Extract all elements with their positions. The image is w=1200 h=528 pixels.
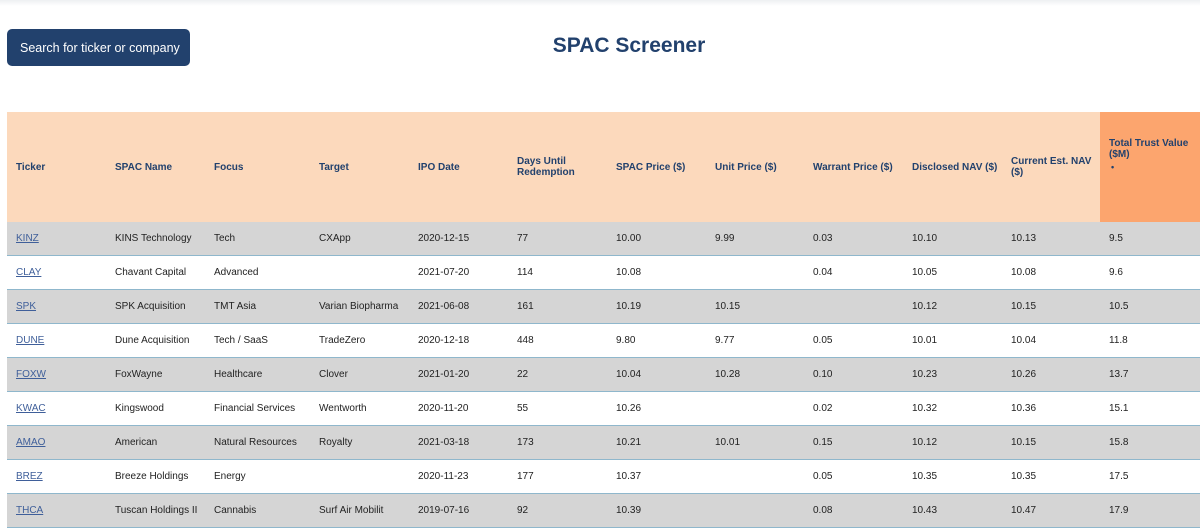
cell-ticker: [7, 494, 106, 528]
cell-ipo-date: 2021-07-20: [409, 256, 508, 290]
cell-disclosed-nav: 10.35: [903, 460, 1002, 494]
cell-unit-price: [706, 256, 804, 290]
ticker-link[interactable]: AMAO: [16, 437, 46, 448]
cell-spac-price: 10.37: [607, 460, 706, 494]
cell-ipo-date: 2020-11-23: [409, 460, 508, 494]
cell-ticker: [7, 392, 106, 426]
cell-total-trust-value: 9.5: [1100, 222, 1200, 256]
cell-ipo-date: 2021-01-20: [409, 358, 508, 392]
cell-ticker: [7, 290, 106, 324]
cell-unit-price: 10.01: [706, 426, 804, 460]
cell-target: [310, 256, 409, 290]
cell-focus: Financial Services: [205, 392, 310, 426]
cell-current-est-nav: 10.47: [1002, 494, 1100, 528]
column-header-days-until-redemption[interactable]: Days Until Redemption: [508, 112, 607, 222]
cell-focus: TMT Asia: [205, 290, 310, 324]
cell-current-est-nav: 10.04: [1002, 324, 1100, 358]
spac-table: [7, 112, 1200, 528]
table-row: [7, 358, 1200, 392]
cell-ticker: [7, 256, 106, 290]
cell-target: TradeZero: [310, 324, 409, 358]
cell-spac-price: 10.21: [607, 426, 706, 460]
column-header-target[interactable]: Target: [310, 112, 409, 222]
cell-spac-name: KINS Technology: [106, 222, 205, 256]
cell-spac-price: 10.19: [607, 290, 706, 324]
column-header-ticker[interactable]: Ticker: [7, 112, 106, 222]
spac-table-container[interactable]: [7, 112, 1200, 528]
cell-unit-price: 10.15: [706, 290, 804, 324]
cell-days-until-redemption: 177: [508, 460, 607, 494]
cell-unit-price: [706, 460, 804, 494]
cell-current-est-nav: 10.35: [1002, 460, 1100, 494]
cell-days-until-redemption: 22: [508, 358, 607, 392]
cell-days-until-redemption: 92: [508, 494, 607, 528]
cell-focus: Healthcare: [205, 358, 310, 392]
table-header-row: [7, 112, 1200, 222]
cell-spac-price: 10.00: [607, 222, 706, 256]
cell-days-until-redemption: 173: [508, 426, 607, 460]
cell-target: Wentworth: [310, 392, 409, 426]
cell-days-until-redemption: 55: [508, 392, 607, 426]
column-header-total-trust-value[interactable]: [1100, 112, 1200, 222]
cell-days-until-redemption: 161: [508, 290, 607, 324]
ticker-link[interactable]: CLAY: [16, 267, 42, 278]
cell-spac-name: American: [106, 426, 205, 460]
cell-total-trust-value: 17.9: [1100, 494, 1200, 528]
ticker-link[interactable]: THCA: [16, 505, 44, 516]
cell-ticker: [7, 358, 106, 392]
cell-focus: Tech: [205, 222, 310, 256]
table-row: [7, 426, 1200, 460]
cell-target: Clover: [310, 358, 409, 392]
cell-disclosed-nav: 10.10: [903, 222, 1002, 256]
cell-warrant-price: 0.10: [804, 358, 903, 392]
table-row: [7, 222, 1200, 256]
cell-warrant-price: 0.05: [804, 460, 903, 494]
cell-spac-name: FoxWayne: [106, 358, 205, 392]
cell-spac-name: Tuscan Holdings II: [106, 494, 205, 528]
column-header-disclosed-nav[interactable]: Disclosed NAV ($): [903, 112, 1002, 222]
cell-warrant-price: 0.04: [804, 256, 903, 290]
cell-ticker: [7, 324, 106, 358]
cell-warrant-price: 0.05: [804, 324, 903, 358]
ticker-link[interactable]: KINZ: [16, 233, 39, 244]
cell-days-until-redemption: 448: [508, 324, 607, 358]
cell-spac-name: Dune Acquisition: [106, 324, 205, 358]
cell-target: Varian Biopharma: [310, 290, 409, 324]
cell-disclosed-nav: 10.05: [903, 256, 1002, 290]
cell-focus: Cannabis: [205, 494, 310, 528]
cell-ipo-date: 2020-12-15: [409, 222, 508, 256]
cell-warrant-price: 0.08: [804, 494, 903, 528]
cell-ticker: [7, 426, 106, 460]
cell-total-trust-value: 15.1: [1100, 392, 1200, 426]
cell-spac-name: Kingswood: [106, 392, 205, 426]
column-header-ipo-date[interactable]: IPO Date: [409, 112, 508, 222]
cell-warrant-price: [804, 290, 903, 324]
table-row: [7, 324, 1200, 358]
cell-focus: Tech / SaaS: [205, 324, 310, 358]
cell-target: Surf Air Mobilit: [310, 494, 409, 528]
cell-spac-price: 10.08: [607, 256, 706, 290]
cell-warrant-price: 0.15: [804, 426, 903, 460]
cell-total-trust-value: 10.5: [1100, 290, 1200, 324]
cell-unit-price: 9.77: [706, 324, 804, 358]
cell-spac-name: Breeze Holdings: [106, 460, 205, 494]
cell-ipo-date: 2021-06-08: [409, 290, 508, 324]
cell-ipo-date: 2020-11-20: [409, 392, 508, 426]
cell-focus: Energy: [205, 460, 310, 494]
cell-warrant-price: 0.03: [804, 222, 903, 256]
column-header-spac-price[interactable]: SPAC Price ($): [607, 112, 706, 222]
cell-total-trust-value: 17.5: [1100, 460, 1200, 494]
cell-warrant-price: 0.02: [804, 392, 903, 426]
search-button[interactable]: Search for ticker or company: [7, 29, 190, 66]
cell-total-trust-value: 9.6: [1100, 256, 1200, 290]
cell-spac-price: 9.80: [607, 324, 706, 358]
table-row: [7, 290, 1200, 324]
cell-target: Royalty: [310, 426, 409, 460]
cell-disclosed-nav: 10.01: [903, 324, 1002, 358]
cell-total-trust-value: 11.8: [1100, 324, 1200, 358]
cell-ipo-date: 2019-07-16: [409, 494, 508, 528]
cell-focus: Advanced: [205, 256, 310, 290]
column-header-warrant-price[interactable]: Warrant Price ($): [804, 112, 903, 222]
cell-target: CXApp: [310, 222, 409, 256]
cell-total-trust-value: 15.8: [1100, 426, 1200, 460]
table-row: [7, 460, 1200, 494]
sort-indicator-icon: •: [1111, 162, 1115, 172]
cell-days-until-redemption: 77: [508, 222, 607, 256]
table-body: [7, 222, 1200, 528]
cell-ticker: [7, 222, 106, 256]
page-title: SPAC Screener: [552, 34, 706, 57]
cell-unit-price: 9.99: [706, 222, 804, 256]
cell-spac-price: 10.39: [607, 494, 706, 528]
cell-ipo-date: 2020-12-18: [409, 324, 508, 358]
column-header-focus[interactable]: Focus: [205, 112, 310, 222]
ticker-link[interactable]: BREZ: [16, 471, 43, 482]
cell-unit-price: 10.28: [706, 358, 804, 392]
cell-target: [310, 460, 409, 494]
column-header-unit-price[interactable]: Unit Price ($): [706, 112, 804, 222]
cell-days-until-redemption: 114: [508, 256, 607, 290]
cell-current-est-nav: 10.08: [1002, 256, 1100, 290]
cell-ipo-date: 2021-03-18: [409, 426, 508, 460]
cell-current-est-nav: 10.15: [1002, 426, 1100, 460]
cell-total-trust-value: 13.7: [1100, 358, 1200, 392]
cell-current-est-nav: 10.36: [1002, 392, 1100, 426]
ticker-link[interactable]: DUNE: [16, 335, 45, 346]
cell-disclosed-nav: 10.23: [903, 358, 1002, 392]
cell-disclosed-nav: 10.12: [903, 426, 1002, 460]
ticker-link[interactable]: FOXW: [16, 369, 46, 380]
cell-disclosed-nav: 10.32: [903, 392, 1002, 426]
cell-unit-price: [706, 392, 804, 426]
cell-disclosed-nav: 10.43: [903, 494, 1002, 528]
cell-spac-name: Chavant Capital: [106, 256, 205, 290]
cell-ticker: [7, 460, 106, 494]
cell-focus: Natural Resources: [205, 426, 310, 460]
column-header-current-est-nav[interactable]: Current Est. NAV ($): [1002, 112, 1100, 222]
column-header-spac-name[interactable]: SPAC Name: [106, 112, 205, 222]
cell-current-est-nav: 10.26: [1002, 358, 1100, 392]
cell-spac-price: 10.04: [607, 358, 706, 392]
column-header-total-trust-value-label: Total Trust Value ($M): [1109, 138, 1189, 160]
cell-current-est-nav: 10.15: [1002, 290, 1100, 324]
table-row: [7, 256, 1200, 290]
cell-disclosed-nav: 10.12: [903, 290, 1002, 324]
cell-unit-price: [706, 494, 804, 528]
cell-spac-price: 10.26: [607, 392, 706, 426]
top-bar: [0, 0, 1200, 6]
ticker-link[interactable]: KWAC: [16, 403, 46, 414]
table-row: [7, 494, 1200, 528]
ticker-link[interactable]: SPK: [16, 301, 37, 312]
cell-current-est-nav: 10.13: [1002, 222, 1100, 256]
cell-spac-name: SPK Acquisition: [106, 290, 205, 324]
table-row: [7, 392, 1200, 426]
